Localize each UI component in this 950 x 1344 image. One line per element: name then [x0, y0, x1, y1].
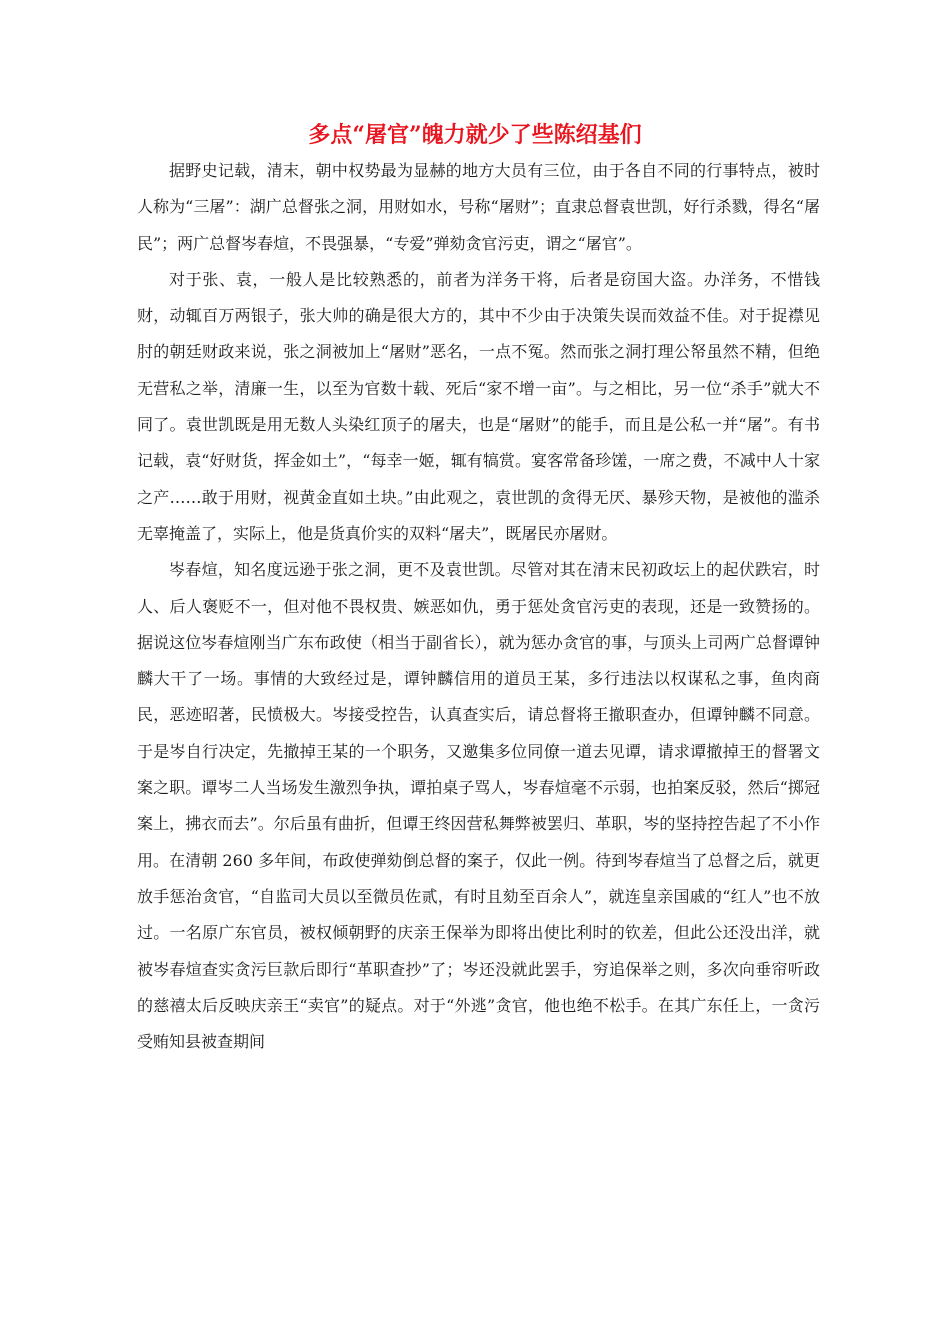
paragraph-3: 岑春煊，知名度远逊于张之洞，更不及袁世凯。尽管对其在清末民初政坛上的起伏跌宕，时人、后人褒贬不一，但对他不畏权贵、嫉恶如仇，勇于惩处贪官污吏的表现，还是一致赞扬的。据说这位岑春煊刚当广东布政使（相当于副省长），就为惩办贪官的事，与顶头上司两广总督谭钟麟大干了一场。事情的大致经过是，谭钟麟信用的道员王某，多行违法以权谋私之事，鱼肉商民，恶迹昭著，民愤极大。岑接受控告，认真查实后，请总督将王撤职查办，但谭钟麟不同意。于是岑自行决定，先撤掉王某的一个职务，又邀集多位同僚一道去见谭，请求谭撤掉王的督署文案之职。谭岑二人当场发生激烈争执，谭拍桌子骂人，岑春煊毫不示弱，也拍案反驳，然后“掷冠案上，拂衣而去”。尔后虽有曲折，但谭王终因营私舞弊被罢归、革职，岑的坚持控告起了不小作用。在清朝 260 多年间，布政使弹劾倒总督的案子，仅此一例。待到岑春煊当了总督之后，就更放手惩治贪官，“自监司大员以至微员佐贰，有时且劾至百余人”，就连皇亲国戚的“红人”也不放过。一名原广东官员，被权倾朝野的庆亲王保举为即将出使比利时的钦差，但此公还没出洋，就被岑春煊查实贪污巨款后即行“革职查抄”了；岑还没就此罢手，穷追保举之则，多次向垂帘听政的慈禧太后反映庆亲王“卖官”的疑点。对于“外逃”贪官，他也绝不松手。在其广东任上，一贪污受贿知县被查期间 [137, 560, 820, 1052]
paragraph-1: 据野史记载，清末，朝中权势最为显赫的地方大员有三位，由于各自不同的行事特点，被时人称为“三屠”：湖广总督张之洞，用财如水，号称“屠财”；直隶总督袁世凯，好行杀戮，得名“屠民”；两广总督岑春煊，不畏强暴，“专爱”弹劾贪官污吏，谓之“屠官”。 [137, 161, 820, 253]
article-title: 多点“屠官”魄力就少了些陈绍基们 [308, 122, 642, 148]
article-body [137, 153, 820, 1060]
paragraph-2: 对于张、袁，一般人是比较熟悉的，前者为洋务干将，后者是窃国大盗。办洋务，不惜钱财，动辄百万两银子，张大帅的确是很大方的，其中不少由于决策失误而效益不佳。对于捉襟见肘的朝廷财政来说，张之洞被加上“屠财”恶名，一点不冤。然而张之洞打理公帑虽然不精，但绝无营私之举，清廉一生，以至为官数十载、死后“家不增一亩”。与之相比，另一位“杀手”就大不同了。袁世凯既是用无数人头染红顶子的屠夫，也是“屠财”的能手，而且是公私一并“屠”。有书记载，袁“好财货，挥金如土”，“每幸一姬，辄有犒赏。宴客常备珍馐，一席之费，不减中人十家之产……敢于用财，视黄金直如土块。”由此观之，袁世凯的贪得无厌、暴殄天物，是被他的滥杀无辜掩盖了，实际上，他是货真价实的双料“屠夫”，既屠民亦屠财。 [137, 269, 820, 543]
